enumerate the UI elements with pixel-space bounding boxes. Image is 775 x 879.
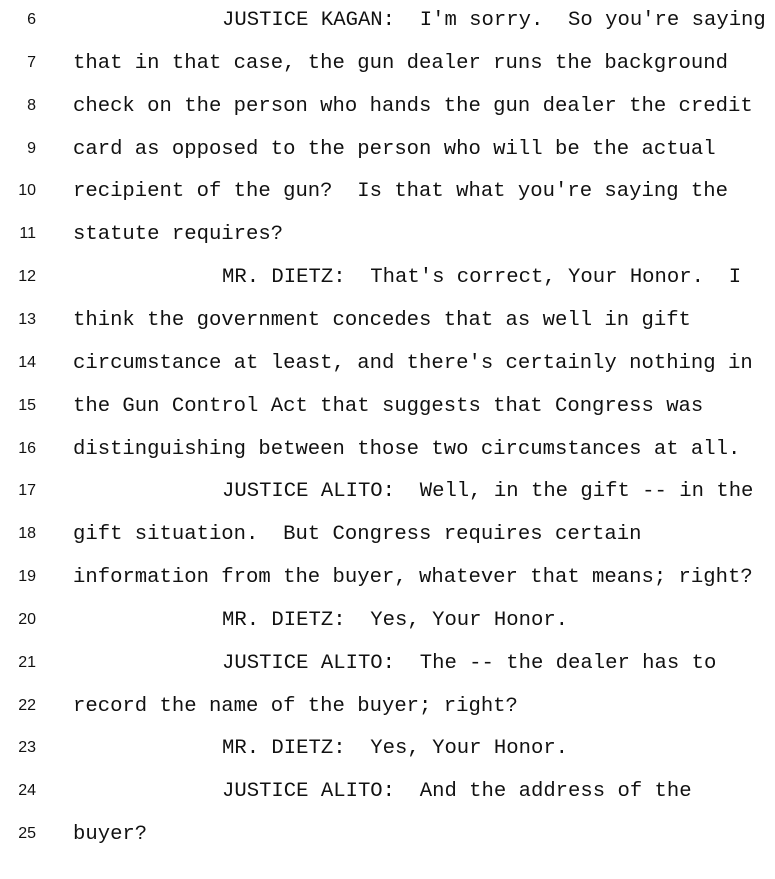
speaker-line-text: MR. DIETZ: Yes, Your Honor. xyxy=(222,737,569,760)
transcript-line xyxy=(0,566,775,592)
speaker-line-text: MR. DIETZ: That's correct, Your Honor. I xyxy=(222,266,742,289)
transcript-line xyxy=(0,52,775,78)
transcript-line xyxy=(0,823,775,849)
speaker-line-text: JUSTICE KAGAN: I'm sorry. So you're saying xyxy=(222,9,766,32)
line-text: statute requires? xyxy=(73,223,284,246)
transcript-line xyxy=(0,480,775,506)
transcript-line xyxy=(0,266,775,292)
transcript-line xyxy=(0,438,775,464)
line-text: record the name of the buyer; right? xyxy=(73,695,518,718)
line-number: 20 xyxy=(18,611,36,628)
transcript-line xyxy=(0,95,775,121)
line-text: recipient of the gun? Is that what you're saying the xyxy=(73,180,728,203)
line-number: 8 xyxy=(27,97,36,114)
line-text: buyer? xyxy=(73,823,148,846)
transcript-line xyxy=(0,737,775,763)
transcript-line xyxy=(0,609,775,635)
line-text: think the government concedes that as well in gift xyxy=(73,309,691,332)
transcript-line xyxy=(0,309,775,335)
transcript-line xyxy=(0,180,775,206)
line-text: that in that case, the gun dealer runs the background xyxy=(73,52,728,75)
line-text: check on the person who hands the gun dealer the credit xyxy=(73,95,753,118)
line-number: 22 xyxy=(18,697,36,714)
line-number: 17 xyxy=(18,482,36,499)
transcript-line xyxy=(0,9,775,35)
line-number: 15 xyxy=(18,397,36,414)
transcript-line xyxy=(0,780,775,806)
line-number: 9 xyxy=(27,140,36,157)
line-number: 24 xyxy=(18,782,36,799)
line-text: circumstance at least, and there's certainly nothing in xyxy=(73,352,753,375)
line-number: 12 xyxy=(18,268,36,285)
line-text: the Gun Control Act that suggests that Congress was xyxy=(73,395,704,418)
line-text: card as opposed to the person who will be the actual xyxy=(73,138,716,161)
line-number: 18 xyxy=(18,525,36,542)
transcript-line xyxy=(0,695,775,721)
line-text: gift situation. But Congress requires certain xyxy=(73,523,642,546)
line-number: 10 xyxy=(18,182,36,199)
line-text: information from the buyer, whatever that means; right? xyxy=(73,566,753,589)
speaker-line-text: JUSTICE ALITO: Well, in the gift -- in the xyxy=(222,480,754,503)
line-number: 21 xyxy=(18,654,36,671)
transcript-line xyxy=(0,352,775,378)
transcript-line xyxy=(0,395,775,421)
speaker-line-text: MR. DIETZ: Yes, Your Honor. xyxy=(222,609,569,632)
line-number: 11 xyxy=(19,225,36,242)
line-number: 16 xyxy=(18,440,36,457)
transcript-line xyxy=(0,223,775,249)
line-number: 14 xyxy=(18,354,36,371)
line-number: 6 xyxy=(27,11,36,28)
transcript-line xyxy=(0,138,775,164)
transcript-line xyxy=(0,652,775,678)
speaker-line-text: JUSTICE ALITO: And the address of the xyxy=(222,780,692,803)
speaker-line-text: JUSTICE ALITO: The -- the dealer has to xyxy=(222,652,717,675)
line-number: 23 xyxy=(18,739,36,756)
line-number: 25 xyxy=(18,825,36,842)
line-number: 19 xyxy=(18,568,36,585)
line-text: distinguishing between those two circumstances at all. xyxy=(73,438,741,461)
line-number: 7 xyxy=(27,54,36,71)
transcript-line xyxy=(0,523,775,549)
line-number: 13 xyxy=(18,311,36,328)
